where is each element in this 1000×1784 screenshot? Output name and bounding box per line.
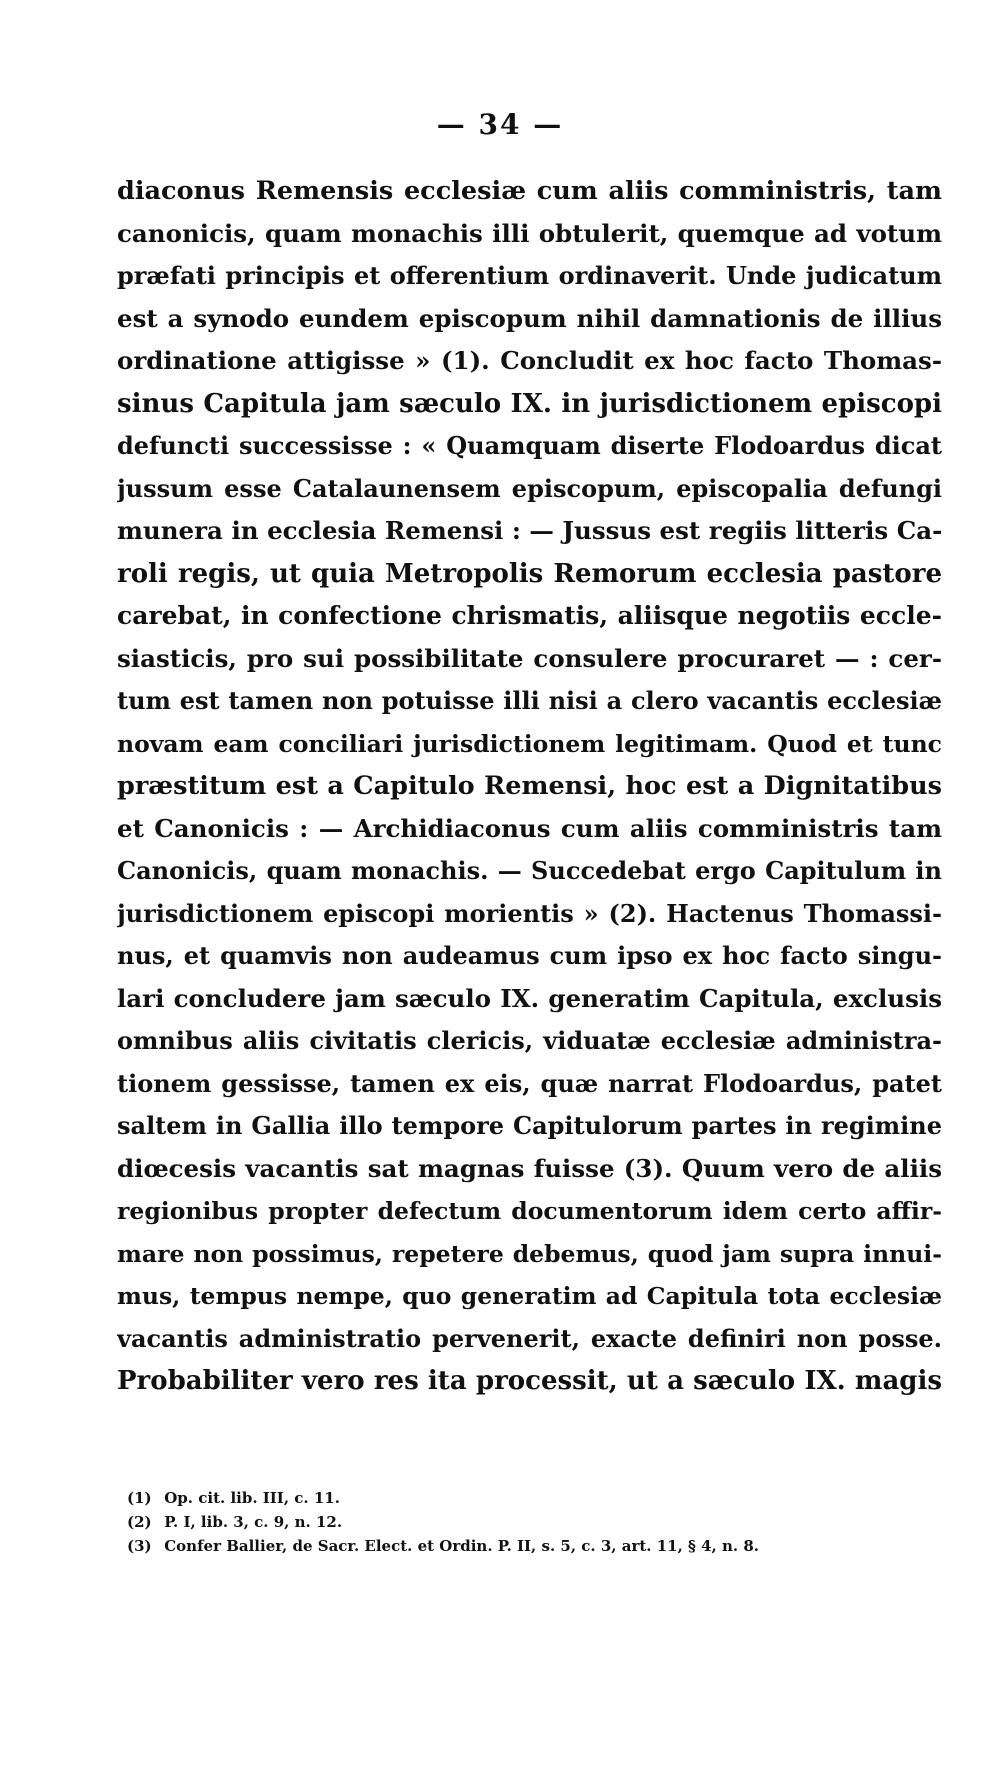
text-line: novam eam conciliari jurisdictionem legitimam. Quod et tunc: [117, 729, 942, 758]
text-line: lari concludere jam sæculo IX. generatim Capitula, exclusis: [117, 983, 942, 1013]
footnote: [127, 1486, 947, 1510]
text-line: carebat, in confectione chrismatis, aliisque negotiis eccle-: [117, 601, 942, 630]
footnote-mark: (1): [127, 1489, 152, 1507]
text-line: omnibus aliis civitatis clericis, viduatæ ecclesiæ administra-: [117, 1026, 942, 1055]
text-line: jurisdictionem episcopi morientis » (2). Hactenus Thomassi-: [117, 898, 942, 928]
text-line: mus, tempus nempe, quo generatim ad Capitula tota ecclesiæ: [117, 1282, 942, 1310]
footnote-text: Confer Ballier, de Sacr. Elect. et Ordin. P. II, s. 5, c. 3, art. 11, § 4, n. 8.: [164, 1537, 760, 1555]
footnote-text: Op. cit. lib. III, c. 11.: [164, 1489, 340, 1507]
text-line: sinus Capitula jam sæculo IX. in jurisdictionem episcopi: [117, 388, 942, 419]
text-line: diaconus Remensis ecclesiæ cum aliis comministris, tam: [117, 176, 942, 206]
text-line: Canonicis, quam monachis. — Succedebat ergo Capitulum in: [117, 856, 942, 885]
text-line: saltem in Gallia illo tempore Capitulorum partes in regimine: [117, 1111, 942, 1140]
footnote: [127, 1510, 947, 1534]
text-line: mare non possimus, repetere debemus, quod jam supra innui-: [117, 1239, 942, 1268]
text-line: munera in ecclesia Remensi : — Jussus est regiis litteris Ca-: [117, 516, 942, 545]
text-line: roli regis, ut quia Metropolis Remorum ecclesia pastore: [117, 558, 942, 589]
page-number: — 34 —: [436, 108, 564, 141]
footnote-mark: (2): [127, 1513, 152, 1531]
text-line: præstitum est a Capitulo Remensi, hoc est a Dignitatibus: [117, 771, 942, 801]
text-line: siasticis, pro sui possibilitate consulere procuraret — : cer-: [117, 643, 942, 673]
text-line: tum est tamen non potuisse illi nisi a clero vacantis ecclesiæ: [117, 686, 942, 715]
footnote: [127, 1534, 947, 1558]
text-line: est a synodo eundem episcopum nihil damnationis de illius: [117, 303, 942, 333]
text-line: præfati principis et offerentium ordinaverit. Unde judicatum: [117, 261, 942, 290]
text-line: canonicis, quam monachis illi obtulerit, quemque ad votum: [117, 218, 942, 248]
text-line: et Canonicis : — Archidiaconus cum aliis comministris tam: [117, 813, 942, 843]
body-text: [117, 170, 942, 1403]
text-line: ordinatione attigisse » (1). Concludit ex hoc facto Thomas-: [117, 346, 942, 375]
footnote-text: P. I, lib. 3, c. 9, n. 12.: [164, 1513, 343, 1531]
text-line: regionibus propter defectum documentorum idem certo affir-: [117, 1197, 942, 1225]
text-line: vacantis administratio pervenerit, exacte definiri non posse.: [117, 1323, 942, 1353]
footnotes: [127, 1486, 947, 1558]
text-line: tionem gessisse, tamen ex eis, quæ narrat Flodoardus, patet: [117, 1068, 942, 1098]
text-line: nus, et quamvis non audeamus cum ipso ex hoc facto singu-: [117, 941, 942, 970]
text-line: jussum esse Catalaunensem episcopum, episcopalia defungi: [117, 473, 942, 503]
text-line: defuncti successisse : « Quamquam diserte Flodoardus dicat: [117, 431, 942, 460]
footnote-mark: (3): [127, 1537, 152, 1555]
text-line: diœcesis vacantis sat magnas fuisse (3). Quum vero de aliis: [117, 1153, 942, 1183]
text-line: Probabiliter vero res ita processit, ut a sæculo IX. magis: [117, 1366, 942, 1396]
